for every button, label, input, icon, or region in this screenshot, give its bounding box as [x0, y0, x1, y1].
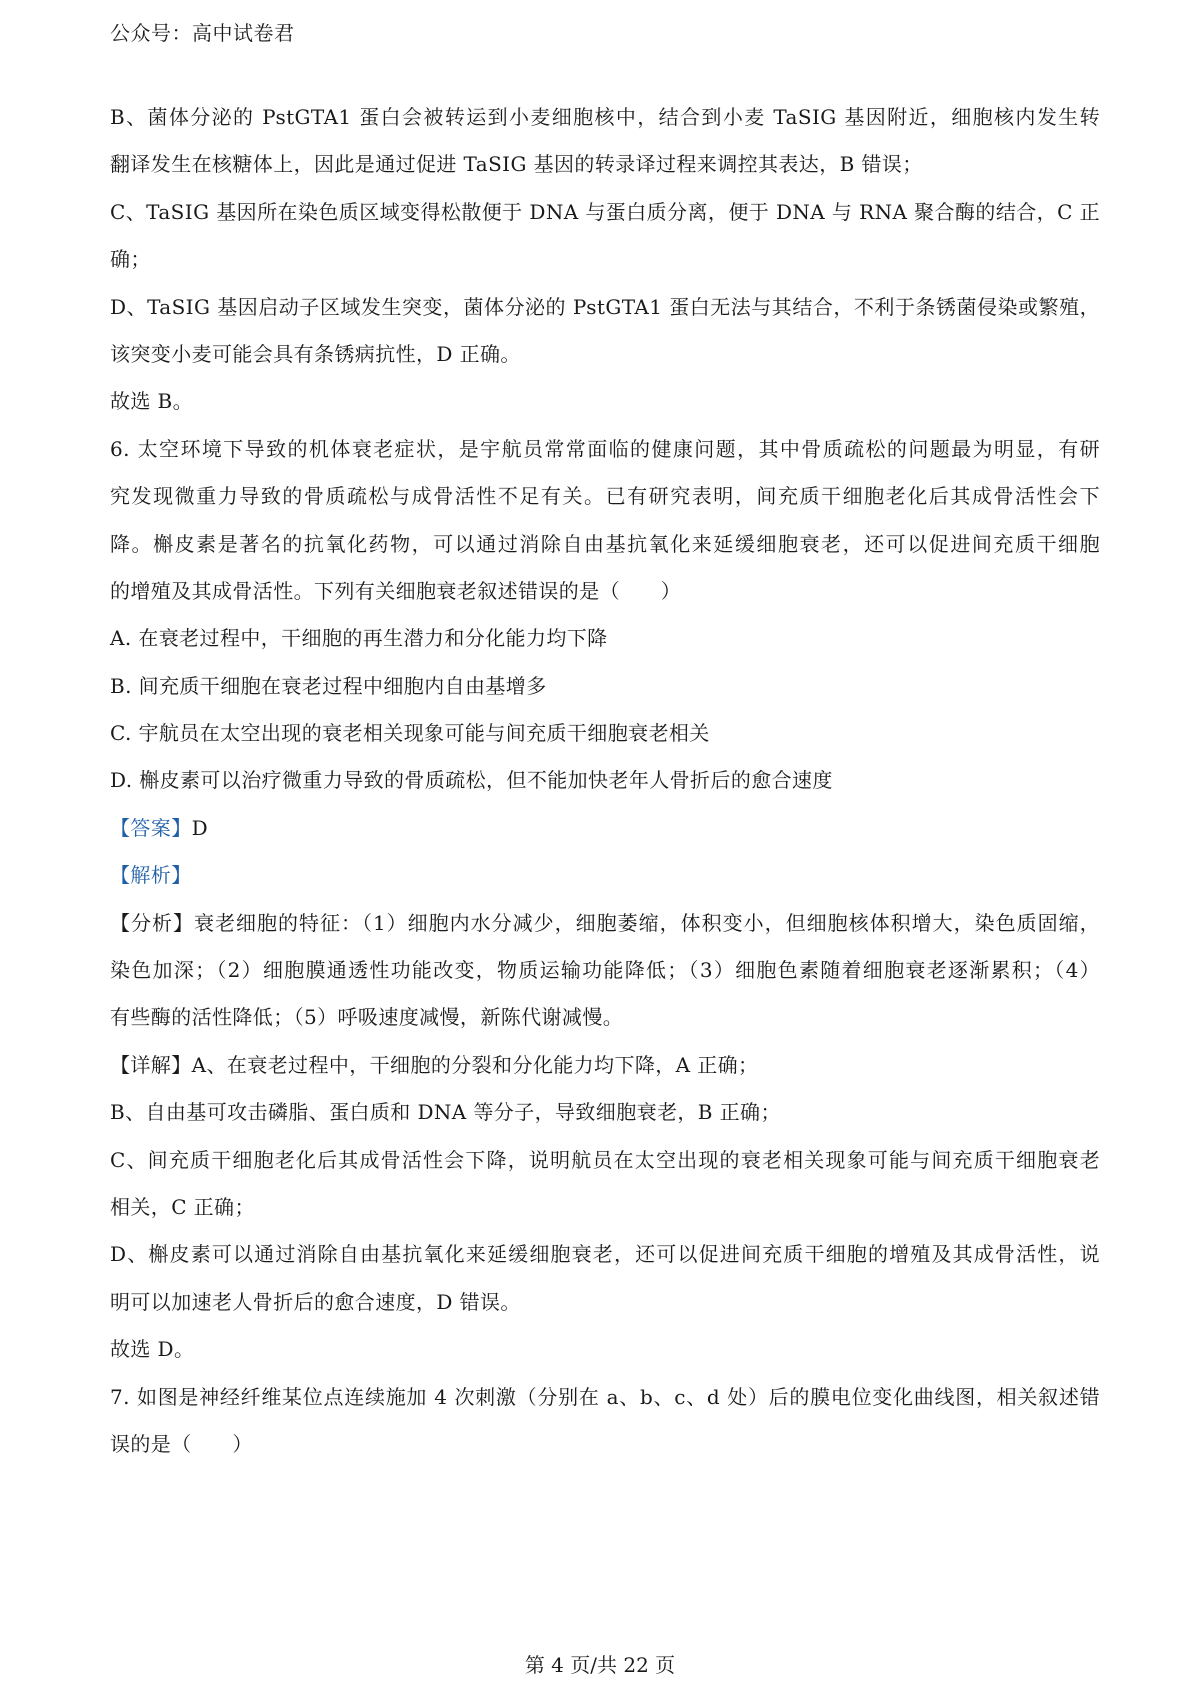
answer-label: 【答案】 — [110, 815, 192, 840]
text-line: 染色加深；（2）细胞膜通透性功能改变，物质运输功能降低；（3）细胞色素随着细胞衰老逐渐累积；（4） — [110, 958, 1100, 983]
page-footer: 第 4 页/共 22 页 — [524, 1653, 676, 1677]
option-a: A. 在衰老过程中，干细胞的再生潜力和分化能力均下降 — [110, 626, 608, 651]
answer-line — [110, 805, 1100, 852]
question-7-stem: 7. 如图是神经纤维某位点连续施加 4 次刺激（分别在 a、b、c、d 处）后的膜电位变化曲线图，相关叙述错 — [110, 1384, 1100, 1409]
text-line: 故选 D。 — [110, 1337, 195, 1362]
text-line: C、间充质干细胞老化后其成骨活性会下降，说明航员在太空出现的衰老相关现象可能与间充质干细胞衰老 — [110, 1147, 1100, 1172]
text-line: 降。槲皮素是著名的抗氧化药物，可以通过消除自由基抗氧化来延缓细胞衰老，还可以促进间充质干细胞 — [110, 531, 1100, 556]
text-line: B、自由基可攻击磷脂、蛋白质和 DNA 等分子，导致细胞衰老，B 正确； — [110, 1100, 781, 1125]
analysis-label: 【解析】 — [110, 863, 192, 888]
text-line: 故选 B。 — [110, 389, 194, 414]
document-body — [110, 94, 1100, 1468]
text-line: 翻译发生在核糖体上，因此是通过促进 TaSIG 基因的转录译过程来调控其表达，B 错误； — [110, 152, 923, 177]
text-line: 有些酶的活性降低；（5）呼吸速度减慢，新陈代谢减慢。 — [110, 1005, 624, 1030]
text-line: D、槲皮素可以通过消除自由基抗氧化来延缓细胞衰老，还可以促进间充质干细胞的增殖及其成骨活性，说 — [110, 1242, 1100, 1267]
text-line: 明可以加速老人骨折后的愈合速度，D 错误。 — [110, 1289, 521, 1314]
text-line: 确； — [110, 247, 151, 272]
text-line: 的增殖及其成骨活性。下列有关细胞衰老叙述错误的是（ ） — [110, 578, 682, 603]
text-line: 该突变小麦可能会具有条锈病抗性，D 正确。 — [110, 341, 521, 366]
question-6-stem: 6. 太空环境下导致的机体衰老症状，是宇航员常常面临的健康问题，其中骨质疏松的问题最为明显，有研 — [110, 436, 1100, 461]
text-line: 【分析】衰老细胞的特征：（1）细胞内水分减少，细胞萎缩，体积变小，但细胞核体积增大，染色质固缩， — [110, 910, 1100, 935]
text-line: 相关，C 正确； — [110, 1194, 255, 1219]
answer-value: D — [191, 815, 209, 840]
option-d: D. 槲皮素可以治疗微重力导致的骨质疏松，但不能加快老年人骨折后的愈合速度 — [110, 768, 833, 793]
option-b: B. 间充质干细胞在衰老过程中细胞内自由基增多 — [110, 673, 547, 698]
page-header: 公众号：高中试卷君 — [110, 21, 295, 45]
text-line: 究发现微重力导致的骨质疏松与成骨活性不足有关。已有研究表明，间充质干细胞老化后其成骨活性会下 — [110, 484, 1100, 509]
text-line: D、TaSIG 基因启动子区域发生突变，菌体分泌的 PstGTA1 蛋白无法与其结合，不利于条锈菌侵染或繁殖， — [110, 294, 1100, 319]
text-line: 【详解】A、在衰老过程中，干细胞的分裂和分化能力均下降，A 正确； — [110, 1052, 759, 1077]
text-line: B、菌体分泌的 PstGTA1 蛋白会被转运到小麦细胞核中，结合到小麦 TaSIG 基因附近，细胞核内发生转 — [110, 105, 1100, 129]
text-line: C、TaSIG 基因所在染色质区域变得松散便于 DNA 与蛋白质分离，便于 DNA 与 RNA 聚合酶的结合，C 正 — [110, 199, 1100, 224]
text-line: 误的是（ ） — [110, 1431, 253, 1456]
option-c: C. 宇航员在太空出现的衰老相关现象可能与间充质干细胞衰老相关 — [110, 721, 710, 746]
